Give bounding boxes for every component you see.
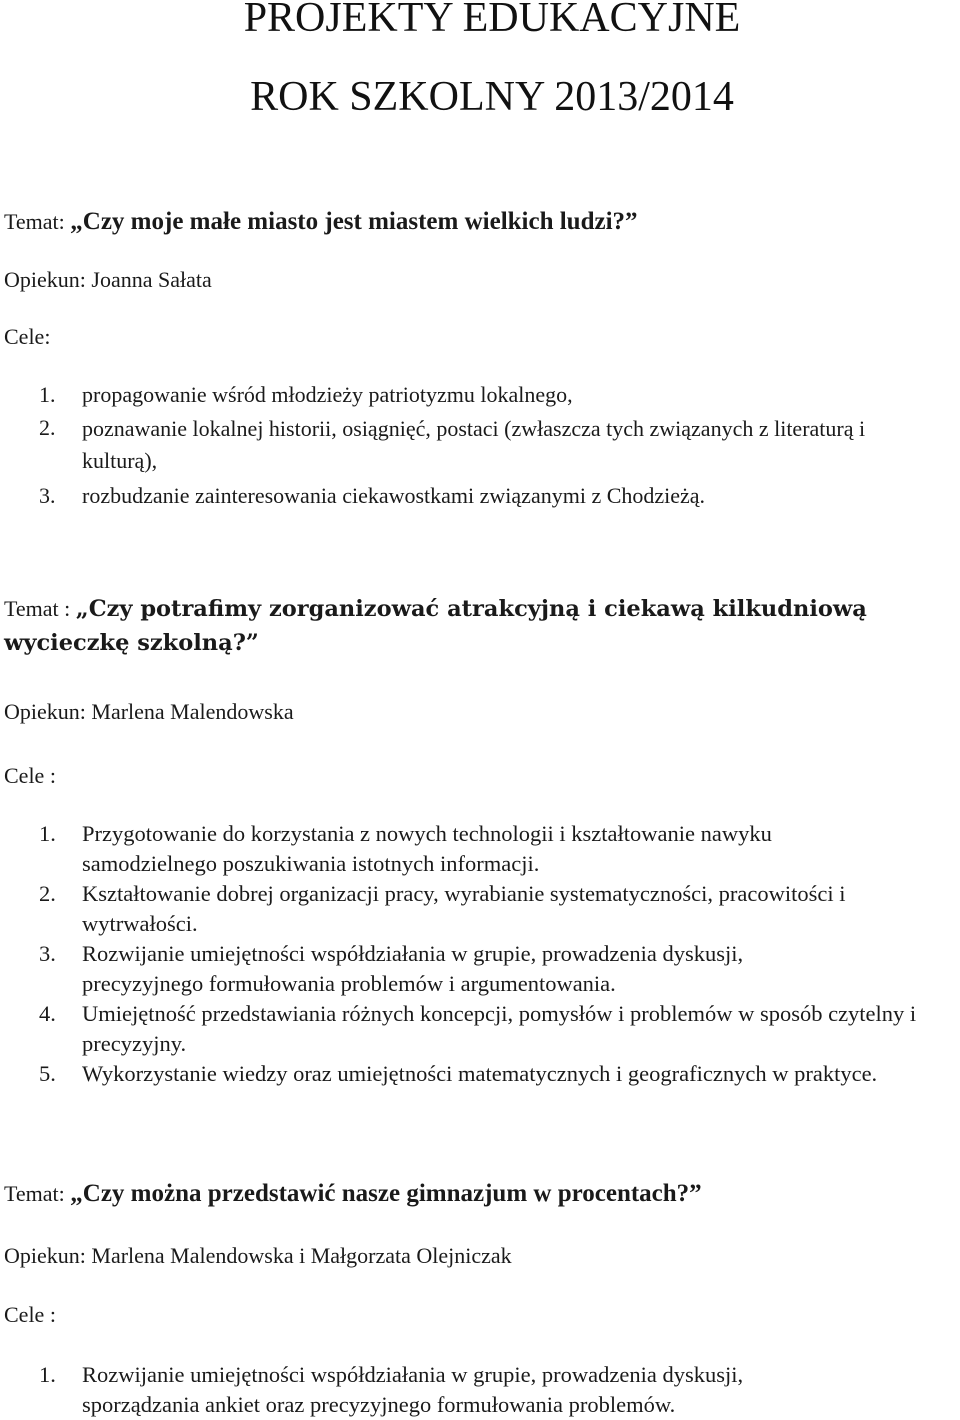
project-2-goal-1-text: Przygotowanie do korzystania z nowych technologii i kształtowanie nawyku samodzielnego poszukiwania istotnych informacji.	[82, 821, 772, 876]
project-2-topic-title: „Czy potrafimy zorganizować atrakcyjną i ciekawą kilkudniową wycieczkę szkolną?”	[4, 596, 867, 656]
project-3-topic-prefix: Temat:	[4, 1181, 71, 1206]
project-3-goal-1-text: Rozwijanie umiejętności współdziałania w grupie, prowadzenia dyskusji, sporządzania ankiet oraz precyzyjnego formułowania problemów.	[82, 1362, 744, 1417]
project-3-topic-title: „Czy można przedstawić nasze gimnazjum w procentach?”	[70, 1180, 702, 1207]
project-1-supervisor: Opiekun: Joanna Sałata	[4, 267, 212, 292]
project-1-goal-3-text: rozbudzanie zainteresowania ciekawostkami związanymi z Chodzieżą.	[82, 483, 706, 508]
project-1-goal-1-text: propagowanie wśród młodzieży patriotyzmu lokalnego,	[82, 382, 573, 407]
project-2-topic	[4, 592, 954, 660]
project-2-goal-2-text: Kształtowanie dobrej organizacji pracy, wyrabianie systematyczności, pracowitości i wytrwałości.	[82, 881, 846, 936]
project-3-goals-label: Cele :	[4, 1302, 56, 1327]
project-1-topic-title: „Czy moje małe miasto jest miastem wielkich ludzi?”	[70, 208, 638, 235]
project-2-goal-3-number: 3.	[39, 941, 56, 966]
project-2-goal-5-text: Wykorzystanie wiedzy oraz umiejętności matematycznych i geograficznych w praktyce.	[82, 1061, 878, 1086]
project-2-goal-5-number: 5.	[39, 1061, 56, 1086]
project-2-goals-label: Cele :	[4, 763, 56, 788]
project-1-topic	[4, 208, 638, 236]
project-3-goal-1-number: 1.	[39, 1362, 56, 1387]
project-1-goal-3-number: 3.	[39, 483, 56, 508]
school-year-heading: ROK SZKOLNY 2013/2014	[250, 74, 734, 120]
project-2-goal-4-number: 4.	[39, 1001, 56, 1026]
project-2-goal-3-text: Rozwijanie umiejętności współdziałania w grupie, prowadzenia dyskusji, precyzyjnego formułowania problemów i argumentowania.	[82, 941, 744, 996]
project-2-goal-4-text: Umiejętność przedstawiania różnych koncepcji, pomysłów i problemów w sposób czytelny i precyzyjny.	[82, 1001, 917, 1056]
project-1-goals-label: Cele:	[4, 324, 51, 349]
project-2-topic-prefix: Temat :	[4, 596, 76, 621]
project-3-topic	[4, 1180, 702, 1208]
document-title: PROJEKTY EDUKACYJNE	[243, 0, 741, 41]
project-1-topic-prefix: Temat:	[4, 209, 71, 234]
project-1-goal-1-number: 1.	[39, 382, 56, 407]
project-2-supervisor: Opiekun: Marlena Malendowska	[4, 699, 294, 724]
project-2-goal-1-number: 1.	[39, 821, 56, 846]
project-3-supervisor: Opiekun: Marlena Malendowska i Małgorzata Olejniczak	[4, 1243, 512, 1268]
project-2-goal-2-number: 2.	[39, 881, 56, 906]
project-1-goal-2-number: 2.	[39, 415, 56, 440]
project-1-goal-2-text: poznawanie lokalnej historii, osiągnięć, postaci (zwłaszcza tych związanych z literaturą i kulturą),	[82, 416, 866, 473]
